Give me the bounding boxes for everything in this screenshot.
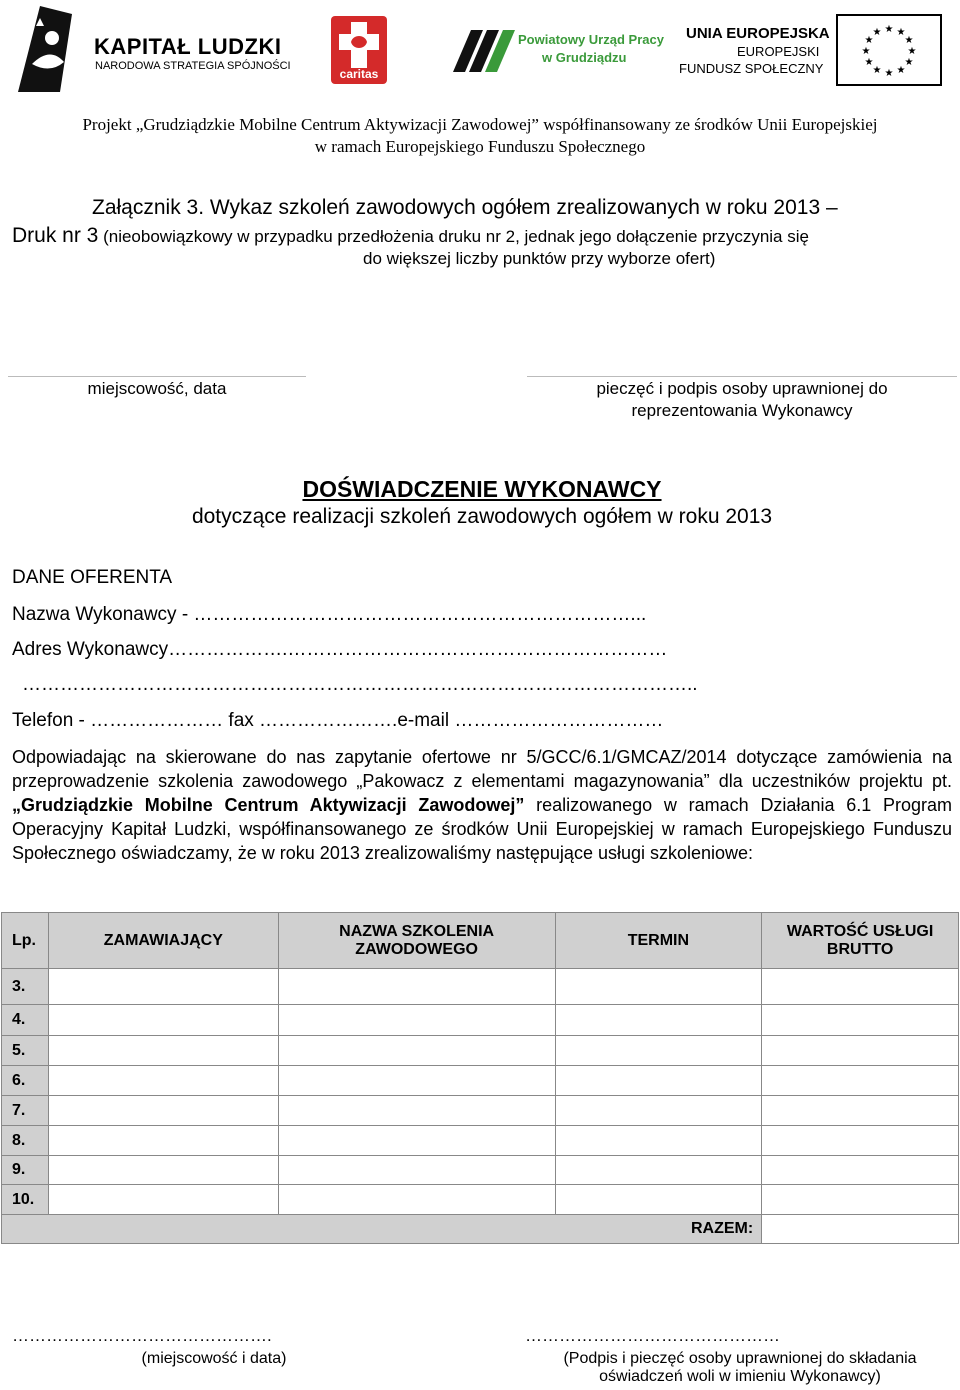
client-cell[interactable] xyxy=(48,1066,278,1096)
svg-text:★: ★ xyxy=(896,27,906,38)
row-number: 7. xyxy=(2,1096,49,1126)
training-cell[interactable] xyxy=(278,1156,555,1185)
date-cell[interactable] xyxy=(555,1126,762,1156)
value-cell[interactable] xyxy=(762,1096,959,1126)
bottom-signature-dots: ……………………………………… xyxy=(525,1326,780,1345)
ue-line2: EUROPEJSKI xyxy=(737,44,820,59)
svg-text:★: ★ xyxy=(864,57,874,68)
declaration-text-1: Odpowiadając na skierowane do nas zapytanie ofertowe nr 5/GCC/6.1/GMCAZ/2014 dotyczące zamówienia na przeprowadzenie szkolenia zawodowego „Pakowacz z elementami magazynowania” dla uczestników projektu pt. xyxy=(12,747,952,791)
project-line-1: Projekt „Grudziądzkie Mobilne Centrum Aktywizacji Zawodowej” współfinansowany ze środków Unii Europejskiej xyxy=(82,115,878,134)
kapital-ludzki-emblem xyxy=(10,4,80,94)
bottom-signature-caption-2: oświadczeń woli w imieniu Wykonawcy) xyxy=(599,1368,881,1385)
pup-logo-mark xyxy=(453,26,517,76)
svg-text:★: ★ xyxy=(864,35,874,46)
project-line-2: w ramach Europejskiego Funduszu Społecznego xyxy=(314,137,646,156)
ue-line3: FUNDUSZ SPOŁECZNY xyxy=(679,61,824,76)
value-cell[interactable] xyxy=(762,1036,959,1066)
table-row xyxy=(2,1066,959,1096)
value-cell[interactable] xyxy=(762,1156,959,1185)
svg-text:★: ★ xyxy=(884,24,894,35)
contractor-name-field: Nazwa Wykonawcy - ……………………………………………………………... xyxy=(12,604,647,625)
logo-bar xyxy=(0,0,960,100)
value-cell[interactable] xyxy=(762,1005,959,1036)
svg-text:★: ★ xyxy=(904,35,914,46)
eu-stars-icon xyxy=(838,16,940,84)
offeror-data-label: DANE OFERENTA xyxy=(12,567,173,588)
table-row xyxy=(2,1185,959,1215)
date-cell[interactable] xyxy=(555,1066,762,1096)
client-cell[interactable] xyxy=(48,1096,278,1126)
client-cell[interactable] xyxy=(48,969,278,1005)
druk-note: (nieobowiązkowy w przypadku przedłożenia druku nr 2, jednak jego dołączenie przyczynia się xyxy=(98,227,809,246)
col-header-value: WARTOŚĆ USŁUGI BRUTTO xyxy=(762,913,959,969)
kapital-ludzki-subtitle: NARODOWA STRATEGIA SPÓJNOŚCI xyxy=(95,60,291,72)
date-cell[interactable] xyxy=(555,1156,762,1185)
col-header-training-name: NAZWA SZKOLENIA ZAWODOWEGO xyxy=(278,913,555,969)
attachment-title: Załącznik 3. Wykaz szkoleń zawodowych ogółem zrealizowanych w roku 2013 – xyxy=(92,196,838,219)
date-cell[interactable] xyxy=(555,1096,762,1126)
date-cell[interactable] xyxy=(555,1036,762,1066)
svg-text:★: ★ xyxy=(884,68,894,79)
client-cell[interactable] xyxy=(48,1036,278,1066)
row-number: 8. xyxy=(2,1126,49,1156)
client-cell[interactable] xyxy=(48,1156,278,1185)
training-cell[interactable] xyxy=(278,1185,555,1215)
druk-note-2: do większej liczby punktów przy wyborze ofert) xyxy=(363,249,716,268)
client-cell[interactable] xyxy=(48,1005,278,1036)
table-row xyxy=(2,1126,959,1156)
value-cell[interactable] xyxy=(762,1066,959,1096)
svg-text:★: ★ xyxy=(907,46,917,57)
table-row xyxy=(2,1096,959,1126)
druk-line xyxy=(12,224,809,248)
training-cell[interactable] xyxy=(278,1036,555,1066)
value-cell[interactable] xyxy=(762,1185,959,1215)
trainings-table xyxy=(1,912,959,1244)
training-cell[interactable] xyxy=(278,969,555,1005)
row-number: 3. xyxy=(2,969,49,1005)
table-row xyxy=(2,1005,959,1036)
date-cell[interactable] xyxy=(555,1005,762,1036)
ue-title: UNIA EUROPEJSKA xyxy=(686,25,830,42)
date-cell[interactable] xyxy=(555,969,762,1005)
date-cell[interactable] xyxy=(555,1185,762,1215)
table-row xyxy=(2,1156,959,1185)
eu-flag xyxy=(836,14,942,86)
declaration-paragraph xyxy=(12,745,952,865)
table-row xyxy=(2,1036,959,1066)
bottom-place-date-caption: (miejscowość i data) xyxy=(141,1350,287,1367)
bottom-signature-caption-1: (Podpis i pieczęć osoby uprawnionej do składania xyxy=(563,1350,917,1367)
total-value-cell[interactable] xyxy=(762,1215,959,1244)
caritas-label: caritas xyxy=(339,67,379,81)
druk-label: Druk nr 3 xyxy=(12,224,99,247)
svg-text:★: ★ xyxy=(904,57,914,68)
stamp-signature-line xyxy=(527,376,957,377)
place-date-caption: miejscowość, data xyxy=(87,379,227,398)
total-label: RAZEM: xyxy=(2,1215,762,1244)
row-number: 5. xyxy=(2,1036,49,1066)
value-cell[interactable] xyxy=(762,969,959,1005)
svg-text:★: ★ xyxy=(872,27,882,38)
training-cell[interactable] xyxy=(278,1126,555,1156)
training-cell[interactable] xyxy=(278,1005,555,1036)
col-header-date: TERMIN xyxy=(555,913,762,969)
contractor-address-line-2: …………………………………………………………………………………………….. xyxy=(22,674,698,695)
kapital-ludzki-title: KAPITAŁ LUDZKI xyxy=(94,34,282,59)
row-number: 4. xyxy=(2,1005,49,1036)
row-number: 10. xyxy=(2,1185,49,1215)
value-cell[interactable] xyxy=(762,1126,959,1156)
table-total-row xyxy=(2,1215,959,1244)
declaration-text-2: realizowanego w ramach Działania 6.1 Program Operacyjny Kapitał Ludzki, współfinansowanego ze środków Unii Europejskiej w ramach Europejskiego Funduszu Społecznego oświadczamy, że w roku 2013 zrealizowaliśmy następujące usługi szkoleniowe: xyxy=(12,795,953,863)
col-header-client: ZAMAWIAJĄCY xyxy=(48,913,278,969)
table-header-row xyxy=(2,913,959,969)
svg-text:★: ★ xyxy=(861,46,871,57)
training-cell[interactable] xyxy=(278,1066,555,1096)
place-date-line xyxy=(8,376,306,377)
experience-heading: DOŚWIADCZENIE WYKONAWCY xyxy=(302,476,662,502)
col-header-lp: Lp. xyxy=(2,913,49,969)
row-number: 9. xyxy=(2,1156,49,1185)
experience-subheading: dotyczące realizacji szkoleń zawodowych ogółem w roku 2013 xyxy=(191,505,773,528)
table-row xyxy=(2,969,959,1005)
training-cell[interactable] xyxy=(278,1096,555,1126)
svg-text:★: ★ xyxy=(872,65,882,76)
pup-name: Powiatowy Urząd Pracy xyxy=(518,32,664,47)
project-name-bold: „Grudziądzkie Mobilne Centrum Aktywizacji Zawodowej” xyxy=(12,795,525,815)
row-number: 6. xyxy=(2,1066,49,1096)
bottom-place-date-dots: ………………………………………. xyxy=(12,1326,272,1345)
stamp-caption-1: pieczęć i podpis osoby uprawnionej do xyxy=(596,379,888,398)
stamp-caption-2: reprezentowania Wykonawcy xyxy=(631,401,853,420)
contact-field: Telefon - ………………… fax ………………….e-mail …………………………… xyxy=(12,710,664,731)
svg-text:★: ★ xyxy=(896,65,906,76)
pup-city: w Grudziądzu xyxy=(542,50,627,65)
client-cell[interactable] xyxy=(48,1126,278,1156)
client-cell[interactable] xyxy=(48,1185,278,1215)
contractor-address-field: Adres Wykonawcy……………….…………………………………………………… xyxy=(12,639,668,660)
